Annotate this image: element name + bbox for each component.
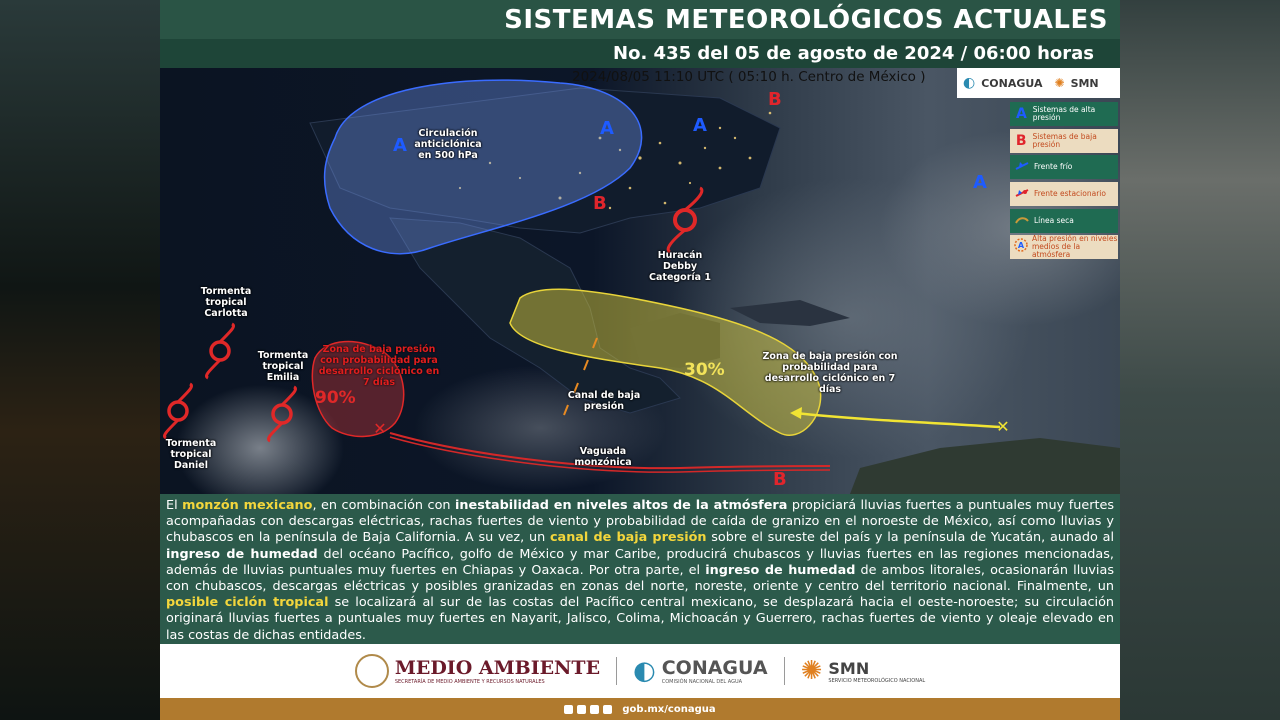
- storm-emilia-icon: [269, 387, 296, 441]
- low-pressure-label: B: [768, 89, 782, 110]
- title-bar: [160, 0, 1120, 39]
- mexico-seal-icon: [355, 654, 389, 688]
- legend-mid-level-high: [1010, 235, 1118, 259]
- high-pressure-label: A: [600, 118, 614, 139]
- conagua-logo: ◐ CONAGUA COMISIÓN NACIONAL DEL AGUA: [633, 656, 768, 686]
- smn-icon: ✺: [800, 656, 823, 686]
- social-icons: [564, 705, 612, 714]
- legend-label: Alta presión en niveles medios de la atmósfera: [1032, 234, 1118, 260]
- storm-origin-marker: ✕: [996, 417, 1010, 436]
- high-pressure-label: A: [693, 115, 707, 136]
- image-timestamp: 2024/08/05 11:10 UTC ( 05:10 h. Centro de México ): [572, 69, 926, 85]
- bulletin-number: No. 435 del 05 de agosto de 2024 / 06:00 horas: [613, 43, 1094, 64]
- low-pressure-label: B: [593, 193, 607, 214]
- hurricane-debby-label: Huracán Debby Categoría 1: [649, 250, 711, 283]
- cold-front-icon: [1014, 159, 1030, 175]
- legend-low-pressure: [1010, 129, 1118, 153]
- storm-daniel-label: Tormenta tropical Daniel: [165, 438, 217, 471]
- legend-cold-front: [1010, 155, 1118, 179]
- legend-label: Línea seca: [1034, 215, 1074, 225]
- legend-label: Sistemas de baja presión: [1032, 131, 1097, 149]
- high-pressure-label: A: [393, 135, 407, 156]
- forecast-description: El monzón mexicano, en combinación con inestabilidad en niveles altos de la atmósfera propiciará lluvias fuertes a puntuales muy fuertes acompañadas con descargas eléctricas, rachas fuertes de viento y probabilidad de caída de granizo en el noroeste de México, así como lluvias y chubascos en la península de Baja California. A su vez, un canal de baja presión sobre el sureste del país y la península de Yucatán, aunado al ingreso de humedad del océano Pacífico, golfo de México y mar Caribe, producirá chubascos y lluvias fuertes en las regiones mencionadas, además de lluvias puntuales muy fuertes en Chiapas y Oaxaca. Por otra parte, el ingreso de humedad de ambos litorales, ocasionarán lluvias con chubascos, descargas eléctricas y posibles granizadas en zonas del norte, noreste, oriente y centro del territorio nacional. Finalmente, un posible ciclón tropical se localizará al sur de las costas del Pacífico central mexicano, se desplazará hacia el oeste-noroeste; su circulación originará lluvias fuertes a puntuales muy fuertes en Nayarit, Jalisco, Colima, Michoacán y Guerrero, rachas fuertes de viento y oleaje elevado en las costas de dichas entidades.: [160, 494, 1120, 644]
- legend-label: Sistemas de alta presión: [1032, 105, 1096, 122]
- map-logo-box: [957, 68, 1120, 98]
- footer-divider: [784, 657, 785, 685]
- dry-line-icon: [1014, 213, 1030, 229]
- legend-dry-line: [1010, 209, 1118, 233]
- page-title: SISTEMAS METEOROLÓGICOS ACTUALES: [504, 4, 1108, 35]
- monsoon-trough-label: Vaguada monzónica: [574, 446, 632, 468]
- south-america-land: [850, 438, 1120, 494]
- smn-logo: ✺ SMN SERVICIO METEOROLÓGICO NACIONAL: [800, 656, 926, 686]
- keyword: canal de baja presión: [549, 530, 707, 546]
- keyword: ingreso de humedad: [166, 546, 318, 562]
- mid-level-high-icon: [1014, 238, 1028, 256]
- weather-bulletin: [160, 0, 1120, 720]
- storm-carlotta-label: Tormenta tropical Carlotta: [200, 286, 252, 319]
- low-channel-label: Canal de baja presión: [567, 390, 641, 412]
- x-icon[interactable]: [577, 705, 586, 714]
- low-pressure-label: B: [773, 469, 787, 490]
- footer-logos: [160, 644, 1120, 698]
- keyword: monzón mexicano: [182, 498, 313, 513]
- background-blur-left: [0, 0, 160, 720]
- storm-daniel-icon: [165, 384, 192, 438]
- stationary-front-icon: [1014, 186, 1030, 202]
- legend-a-symbol: A: [1015, 106, 1027, 122]
- keyword: ingreso de humedad: [705, 562, 856, 578]
- svg-text:A: A: [1017, 241, 1025, 251]
- storm-track-arrow: [795, 413, 1000, 427]
- legend-stationary-front: [1010, 182, 1118, 206]
- keyword: posible ciclón tropical: [166, 595, 329, 611]
- website-link[interactable]: gob.mx/conagua: [622, 703, 716, 715]
- background-blur-right: [1120, 0, 1280, 720]
- map-legend: [1010, 102, 1118, 262]
- smn-logo-text: SMN: [1070, 76, 1099, 90]
- conagua-logo-icon: ◐: [963, 75, 976, 91]
- satellite-map: [160, 68, 1120, 494]
- instagram-icon[interactable]: [590, 705, 599, 714]
- legend-b-symbol: B: [1015, 132, 1027, 149]
- medio-ambiente-logo: MEDIO AMBIENTE SECRETARÍA DE MEDIO AMBIENTE Y RECURSOS NATURALES: [355, 654, 600, 688]
- social-bar: [160, 698, 1120, 720]
- caribbean-probability: 30%: [684, 360, 725, 380]
- anticyclone-label: Circulación anticiclónica en 500 hPa: [414, 128, 482, 161]
- facebook-icon[interactable]: [564, 705, 573, 714]
- legend-label: Frente frío: [1034, 162, 1073, 172]
- smn-logo-icon: ✺: [1054, 76, 1065, 90]
- footer-divider: [616, 657, 617, 685]
- conagua-icon: ◐: [633, 656, 656, 686]
- subtitle-bar: [160, 39, 1120, 68]
- low-center-marker: ✕: [373, 419, 387, 438]
- high-pressure-label: A: [973, 172, 987, 193]
- legend-label: Frente estacionario: [1034, 189, 1106, 199]
- storm-emilia-label: Tormenta tropical Emilia: [257, 350, 309, 383]
- conagua-logo-text: CONAGUA: [981, 76, 1043, 90]
- legend-high-pressure: [1010, 102, 1118, 126]
- youtube-icon[interactable]: [603, 705, 612, 714]
- pacific-low-zone-label: Zona de baja presión con probabilidad para desarrollo ciclónico en 7 días: [318, 344, 440, 388]
- pacific-probability: 90%: [315, 388, 356, 408]
- map-graphics: [160, 68, 1120, 494]
- caribbean-low-zone-label: Zona de baja presión con probabilidad para desarrollo ciclónico en 7 días: [762, 351, 898, 395]
- storm-carlotta-icon: [207, 324, 234, 378]
- cuba-land: [730, 300, 850, 326]
- keyword: inestabilidad en niveles altos de la atmósfera: [455, 498, 788, 513]
